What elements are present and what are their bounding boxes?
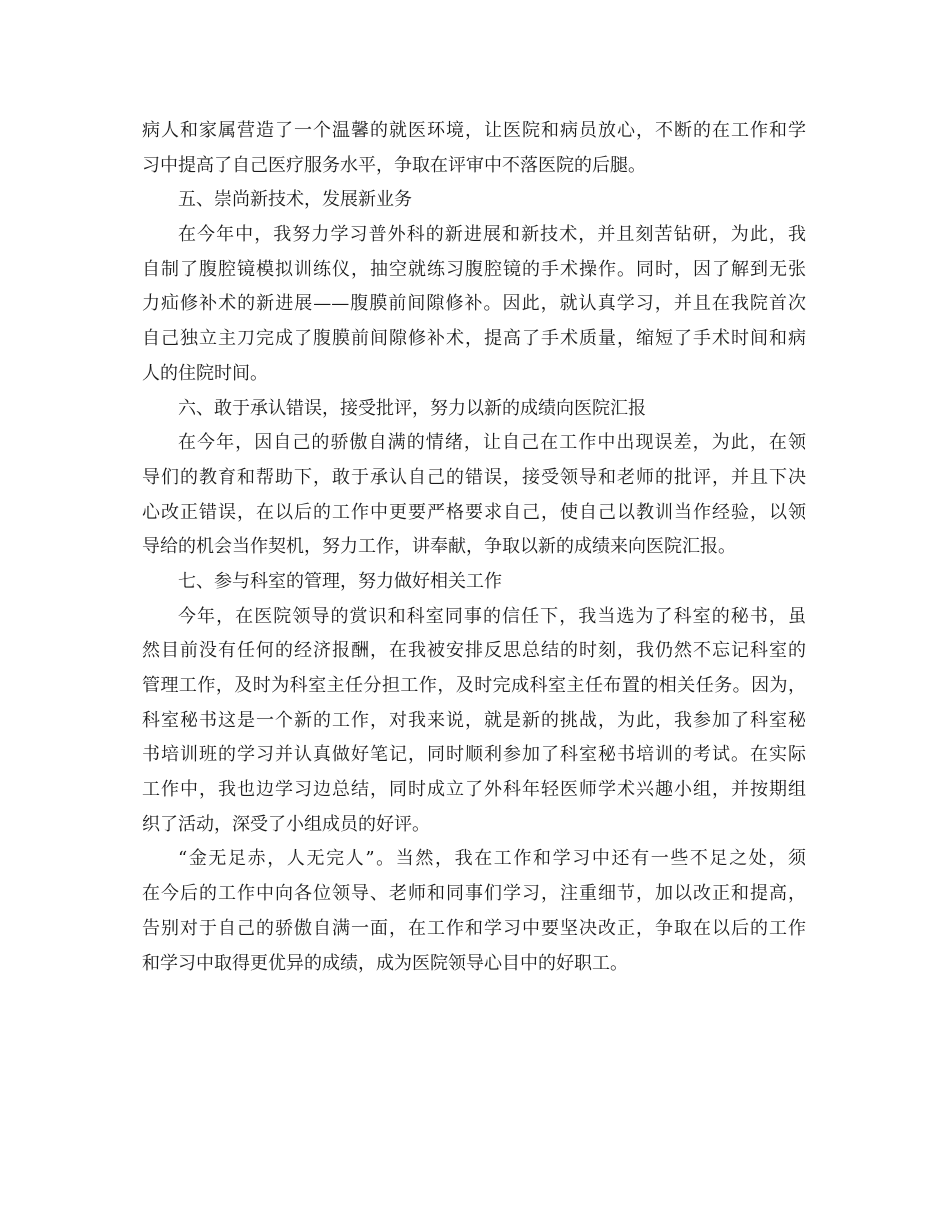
document-line: 在今后的工作中向各位领导、老师和同事们学习，注重细节，加以改正和提高， bbox=[142, 883, 806, 905]
document-line: 和学习中取得更优异的成绩，成为医院领导心目中的好职工。 bbox=[142, 952, 628, 974]
document-line: 今年，在医院领导的赏识和科室同事的信任下，我当选为了科室的秘书，虽 bbox=[178, 605, 806, 627]
document-line: 人的住院时间。 bbox=[142, 362, 268, 384]
document-line: 病人和家属营造了一个温馨的就医环境，让医院和病员放心，不断的在工作和学 bbox=[142, 120, 806, 141]
document-line: 管理工作，及时为科室主任分担工作，及时完成科室主任布置的相关任务。因为， bbox=[142, 675, 806, 696]
document-line: 习中提高了自己医疗服务水平，争取在评审中不落医院的后腿。 bbox=[142, 154, 646, 176]
document-line: 织了活动，深受了小组成员的好评。 bbox=[142, 813, 430, 835]
document-line: 七、参与科室的管理，努力做好相关工作 bbox=[178, 570, 502, 592]
document-line: 书培训班的学习并认真做好笔记，同时顺利参加了科室秘书培训的考试。在实际 bbox=[142, 744, 806, 766]
document-line: 工作中，我也边学习边总结，同时成立了外科年轻医师学术兴趣小组，并按期组 bbox=[142, 779, 806, 801]
document-line: 五、崇尚新技术，发展新业务 bbox=[178, 189, 412, 211]
document-line: 自己独立主刀完成了腹膜前间隙修补术，提高了手术质量，缩短了手术时间和病 bbox=[142, 328, 806, 350]
document-line: 科室秘书这是一个新的工作，对我来说，就是新的挑战，为此，我参加了科室秘 bbox=[142, 709, 806, 731]
document-line: 在今年中，我努力学习普外科的新进展和新技术，并且刻苦钻研，为此，我 bbox=[178, 224, 806, 246]
document-line: 自制了腹腔镜模拟训练仪，抽空就练习腹腔镜的手术操作。同时，因了解到无张 bbox=[142, 258, 806, 280]
document-line: 导们的教育和帮助下，敢于承认自己的错误，接受领导和老师的批评，并且下决 bbox=[142, 466, 806, 488]
document-line: 导给的机会当作契机，努力工作，讲奉献，争取以新的成绩来向医院汇报。 bbox=[142, 536, 736, 558]
document-line: 力疝修补术的新进展——腹膜前间隙修补。因此，就认真学习，并且在我院首次 bbox=[142, 293, 806, 315]
document-line: 在今年，因自己的骄傲自满的情绪，让自己在工作中出现误差，为此，在领 bbox=[178, 432, 806, 454]
document-line: 心改正错误，在以后的工作中更要严格要求自己，使自己以教训当作经验，以领 bbox=[142, 501, 806, 523]
document-line: 告别对于自己的骄傲自满一面，在工作和学习中要坚决改正，争取在以后的工作 bbox=[142, 917, 806, 939]
document-line: 然目前没有任何的经济报酬，在我被安排反思总结的时刻，我仍然不忘记科室的 bbox=[142, 640, 806, 662]
document-line: “金无足赤，人无完人”。当然，我在工作和学习中还有一些不足之处，须 bbox=[178, 848, 806, 870]
document-body bbox=[142, 114, 806, 981]
document-line: 六、敢于承认错误，接受批评，努力以新的成绩向医院汇报 bbox=[178, 397, 646, 419]
